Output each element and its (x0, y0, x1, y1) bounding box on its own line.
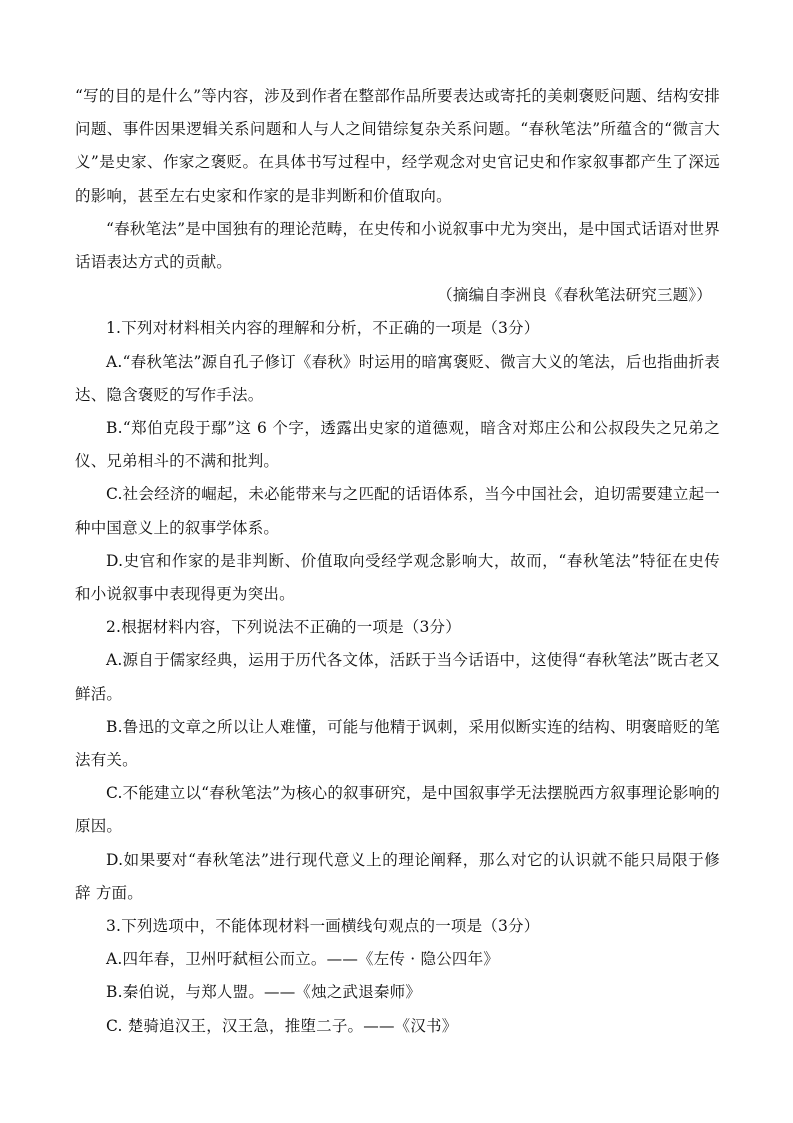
question-1-stem: 1.下列对材料相关内容的理解和分析，不正确的一项是（3分） (106, 319, 540, 338)
passage-paragraph-2: “春秋笔法”是中国独有的理论范畴，在史传和小说叙事中尤为突出，是中国式话语对世界话语表达方式的贡献。 (75, 219, 720, 272)
passage-source: （摘编自李洲良《春秋笔法研究三题》） (437, 286, 712, 305)
question-2-option-b: B.鲁迅的文章之所以让人难懂，可能与他精于讽刺，采用似断实连的结构、明褒暗贬的笔法有关。 (75, 717, 720, 770)
question-1-option-d: D.史官和作家的是非判断、价值取向受经学观念影响大，故而，“春秋笔法”特征在史传和小说叙事中表现得更为突出。 (75, 551, 720, 604)
question-1-option-a: A.“春秋笔法”源自孔子修订《春秋》时运用的暗寓褒贬、微言大义的笔法，后也指曲折表达、隐含褒贬的写作手法。 (75, 352, 720, 404)
question-1-option-c: C.社会经济的崛起，未必能带来与之匹配的话语体系，当今中国社会，迫切需要建立起一种中国意义上的叙事学体系。 (75, 485, 720, 537)
question-2-option-c: C.不能建立以“春秋笔法”为核心的叙事研究，是中国叙事学无法摆脱西方叙事理论影响的 原因。 (75, 784, 720, 836)
document-page (75, 80, 720, 1043)
question-2-option-d: D.如果要对“春秋笔法”进行现代意义上的理论阐释，那么对它的认识就不能只局限于修辞 方面。 (75, 850, 720, 902)
passage-paragraph-1: “写的目的是什么”等内容，涉及到作者在整部作品所要表达或寄托的美刺褒贬问题、结构安排问题、事件因果逻辑关系问题和人与人之间错综复杂关系问题。“春秋笔法”所蕴含的“微言大义”是史家、作家之褒贬。在具体书写过程中，经学观念对史官记史和作家叙事都产生了深远的影响，甚至左右史家和作家的是非判断和价值取向。 (75, 87, 720, 205)
question-1-option-b: B.“郑伯克段于鄢”这 6 个字，透露出史家的道德观，暗含对郑庄公和公叔段失之兄弟之仪、兄弟相斗的不满和批判。 (75, 419, 720, 471)
question-3-option-a: A.四年春，卫州吁弑桓公而立。——《左传 · 隐公四年》 (106, 950, 500, 969)
question-2-option-a: A.源自于儒家经典，运用于历代各文体，活跃于当今话语中，这使得“春秋笔法”既古老又鲜活。 (75, 651, 720, 703)
question-3-option-c: C. 楚骑追汉王，汉王急，推堕二子。——《汉书》 (106, 1016, 458, 1035)
question-2-stem: 2.根据材料内容，下列说法不正确的一项是（3分） (106, 618, 461, 637)
question-3-option-b: B.秦伯说，与郑人盟。——《烛之武退秦师》 (106, 983, 422, 1002)
question-3-stem: 3.下列选项中，不能体现材料一画横线句观点的一项是（3分） (106, 917, 540, 936)
